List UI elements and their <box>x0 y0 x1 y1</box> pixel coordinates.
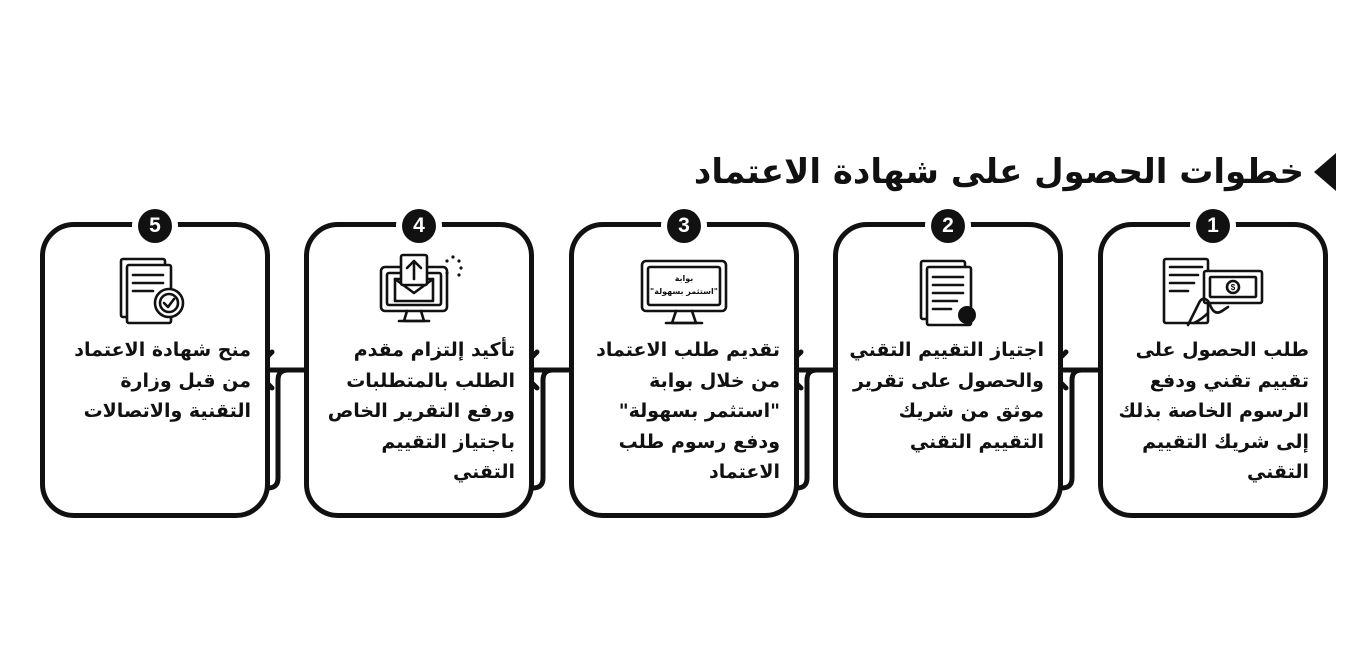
step-number-badge: 1 <box>1196 209 1230 243</box>
step-number-badge: 4 <box>402 209 436 243</box>
step-number-badge: 2 <box>931 209 965 243</box>
payment-document-icon <box>1158 257 1268 329</box>
step-card-1 <box>1098 214 1328 518</box>
page-title: خطوات الحصول على شهادة الاعتماد <box>693 152 1304 192</box>
step-number-badge: 3 <box>667 209 701 243</box>
step-number-badge: 5 <box>138 209 172 243</box>
monitor-label-line-2: "استثمر بسهولة" <box>650 287 718 296</box>
step-description: منح شهادة الاعتماد من قبل وزارة التقنية والاتصالات <box>74 339 251 422</box>
step-description: طلب الحصول على تقييم تقني ودفع الرسوم الخاصة بذلك إلى شريك التقييم التقني <box>1118 339 1309 483</box>
step-description: تأكيد إلتزام مقدم الطلب بالمتطلبات ورفع التقرير الخاص باجتياز التقييم التقني <box>327 339 515 483</box>
upload-mail-monitor-icon <box>369 249 469 329</box>
portal-monitor-icon <box>636 257 732 329</box>
certificate-icon <box>115 257 195 329</box>
step-description: اجتياز التقييم التقني والحصول على تقرير موثق من شريك التقييم التقني <box>849 339 1044 453</box>
monitor-label-line-1: بوابة <box>674 274 694 283</box>
step-card-4 <box>304 214 534 518</box>
svg-text:$: $ <box>1230 283 1236 292</box>
step-description: تقديم طلب الاعتماد من خلال بوابة "استثمر بسهولة" ودفع رسوم طلب الاعتماد <box>596 339 780 483</box>
step-card-3 <box>569 214 799 518</box>
step-card-2 <box>833 214 1063 518</box>
step-card-5 <box>40 214 270 518</box>
report-document-icon <box>913 257 983 329</box>
